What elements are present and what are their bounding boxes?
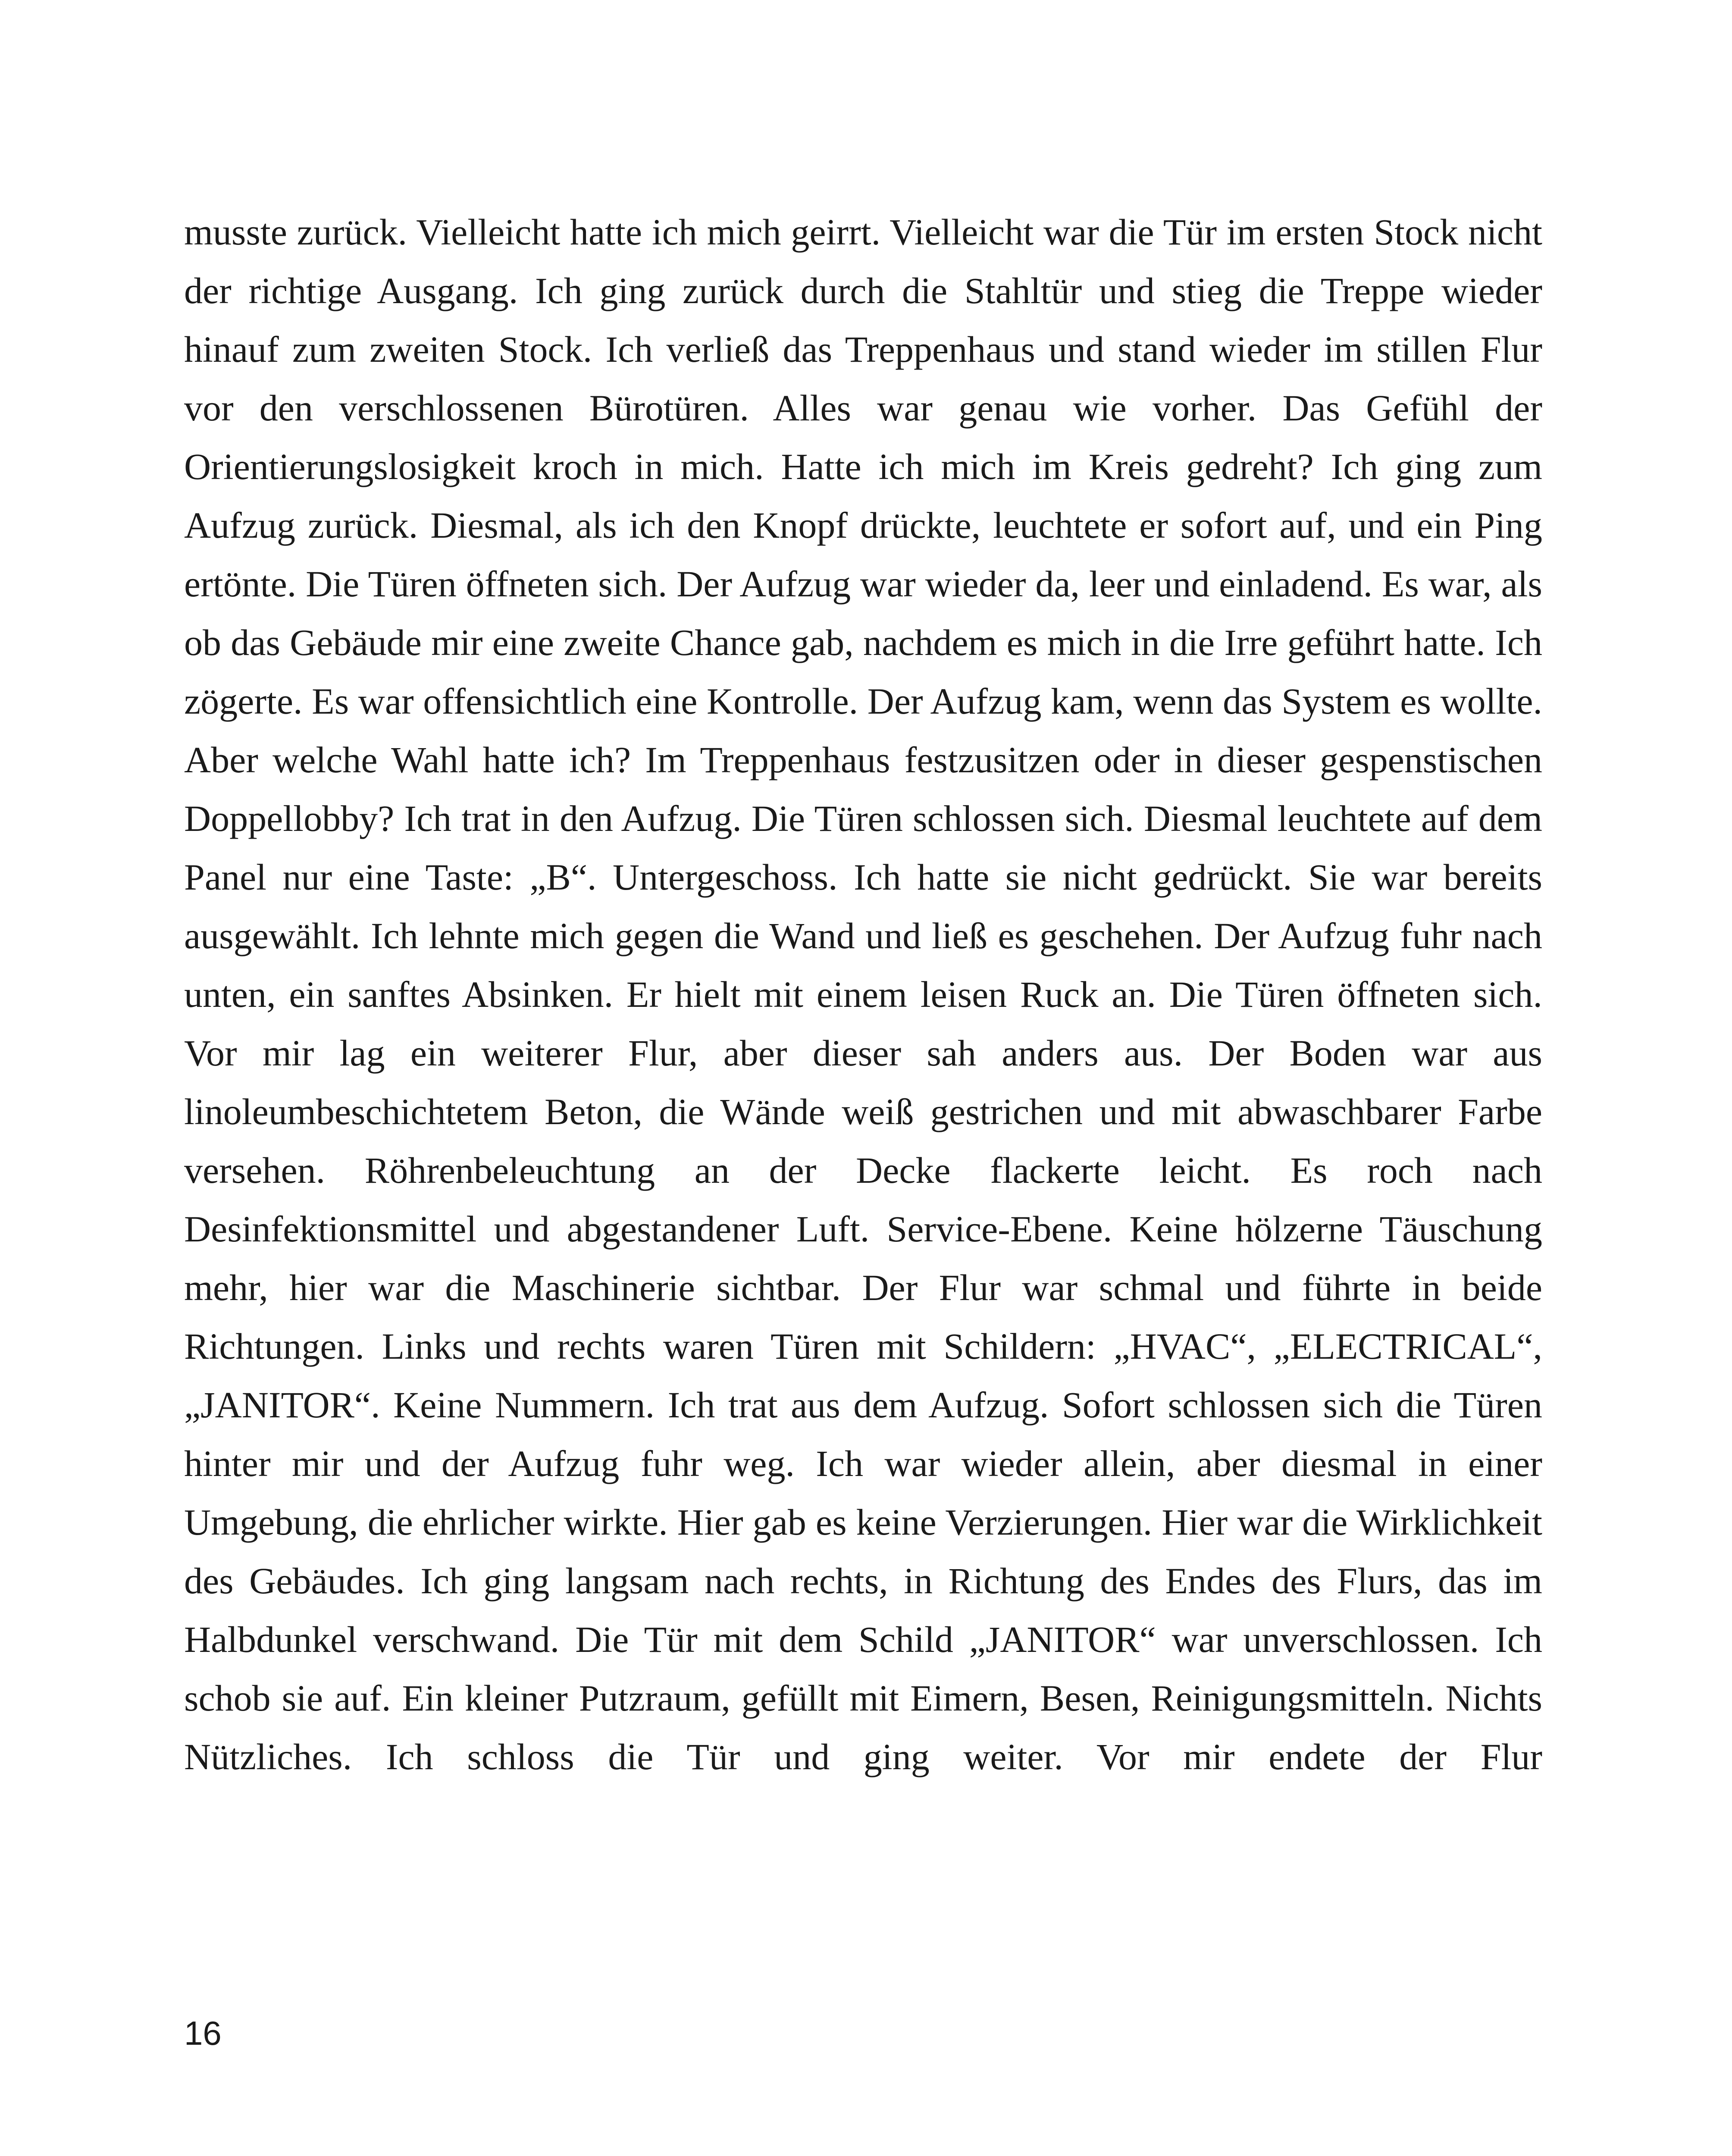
body-text: musste zurück. Vielleicht hatte ich mich geirrt. Vielleicht war die Tür im ersten Stock nicht der richtige Ausgang. Ich ging zurück durch die Stahltür und stieg die Treppe wieder hinauf zum zweiten Stock. Ich verließ das Treppenhaus und stand wieder im stillen Flur vor den verschlossenen Bürotüren. Alles war genau wie vorher. Das Gefühl der Orientierungslosigkeit kroch in mich. Hatte ich mich im Kreis gedreht? Ich ging zum Aufzug zurück. Diesmal, als ich den Knopf drückte, leuchtete er sofort auf, und ein Ping ertönte. Die Türen öffneten sich. Der Aufzug war wieder da, leer und einladend. Es war, als ob das Gebäude mir eine zweite Chance gab, nachdem es mich in die Irre geführt hatte. Ich zögerte. Es war offensichtlich eine Kontrolle. Der Aufzug kam, wenn das System es wollte. Aber welche Wahl hatte ich? Im Treppenhaus festzusitzen oder in dieser gespenstischen Doppellobby? Ich trat in den Aufzug. Die Türen schlossen sich. Diesmal leuchtete auf dem Panel nur eine Taste: „B“. Untergeschoss. Ich hatte sie nicht gedrückt. Sie war bereits ausgewählt. Ich lehnte mich gegen die Wand und ließ es geschehen. Der Aufzug fuhr nach unten, ein sanftes Absinken. Er hielt mit einem leisen Ruck an. Die Türen öffneten sich. Vor mir lag ein weiterer Flur, aber dieser sah anders aus. Der Boden war aus linoleumbeschichtetem Beton, die Wände weiß gestrichen und mit abwaschbarer Farbe versehen. Röhrenbeleuchtung an der Decke flackerte leicht. Es roch nach Desinfektionsmittel und abgestandener Luft. Service-Ebene. Keine hölzerne Täuschung mehr, hier war die Maschinerie sichtbar. Der Flur war schmal und führte in beide Richtungen. Links und rechts waren Türen mit Schildern: „HVAC“, „ELECTRICAL“, „JANITOR“. Keine Nummern. Ich trat aus dem Aufzug. Sofort schlossen sich die Türen hinter mir und der Aufzug fuhr weg. Ich war wieder allein, aber diesmal in einer Umgebung, die ehrlicher wirkte. Hier gab es keine Verzierungen. Hier war die Wirklichkeit des Gebäudes. Ich ging langsam nach rechts, in Richtung des Endes des Flurs, das im Halbdunkel verschwand. Die Tür mit dem Schild „JANITOR“ war unverschlossen. Ich schob sie auf. Ein kleiner Putzraum, gefüllt mit Eimern, Besen, Reinigungsmitteln. Nichts Nützliches. Ich schloss die Tür und ging weiter. Vor mir endete der Flur: [184, 211, 1542, 1777]
page-number: 16: [184, 2014, 222, 2052]
